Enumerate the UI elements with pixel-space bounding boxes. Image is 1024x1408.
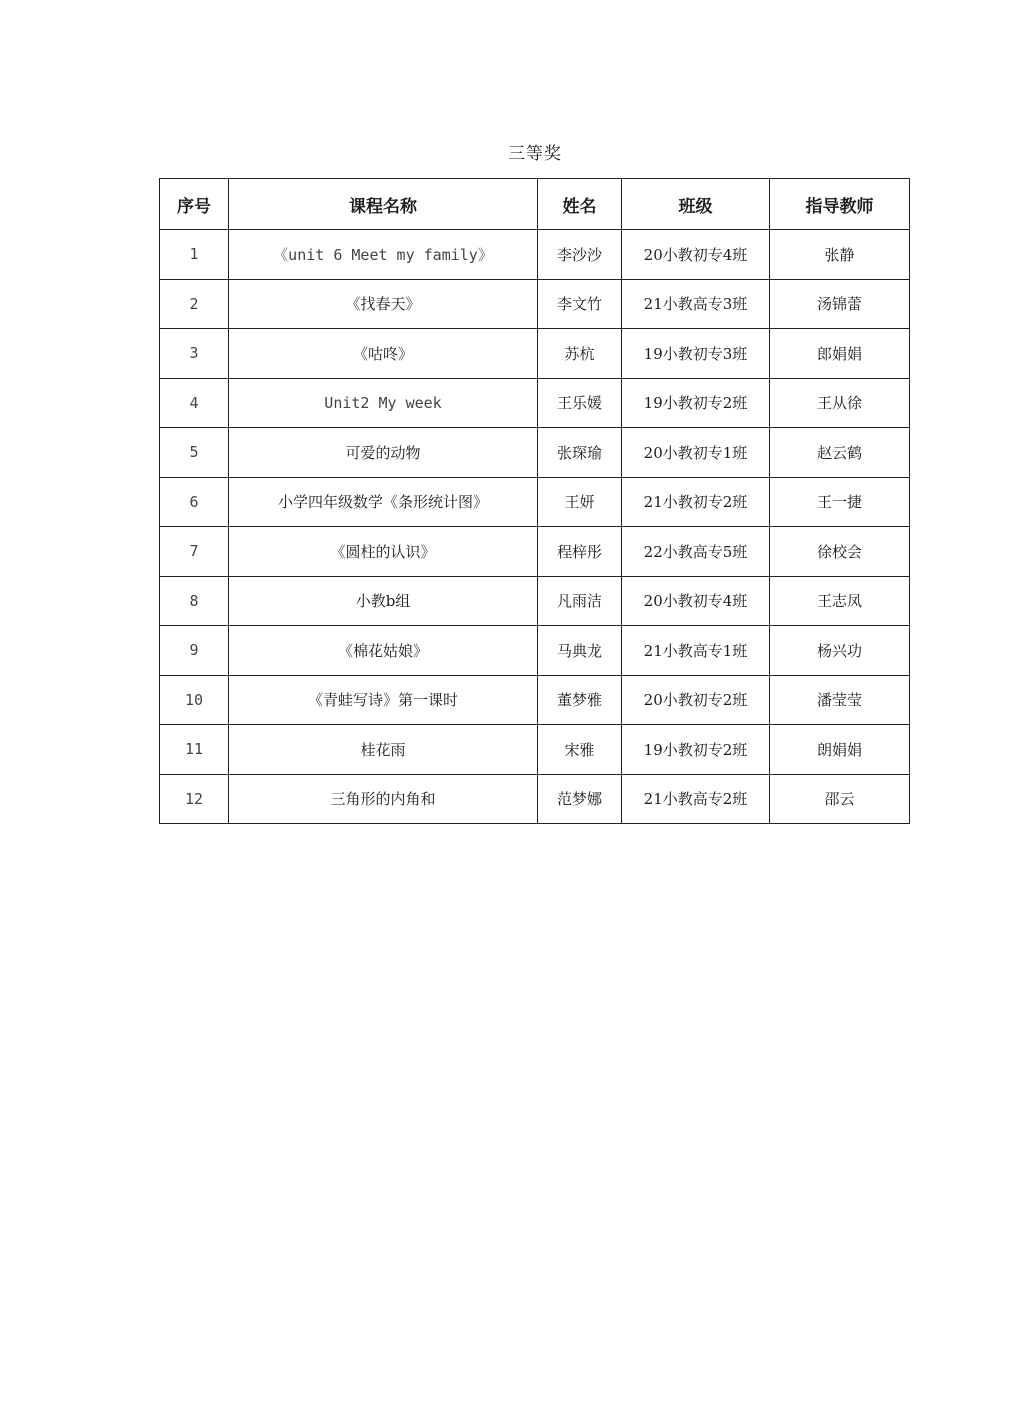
row-course: 《青蛙写诗》第一课时 (229, 675, 538, 725)
row-class: 21小教高专3班 (622, 279, 770, 329)
row-class: 22小教高专5班 (622, 527, 770, 577)
table-row (160, 378, 910, 428)
row-teacher: 朗娟娟 (770, 725, 910, 775)
row-name: 王乐媛 (538, 378, 622, 428)
table-row (160, 626, 910, 676)
row-class: 20小教初专4班 (622, 230, 770, 280)
table-header-row (160, 179, 910, 230)
header-class: 班级 (622, 179, 770, 230)
row-course: Unit2 My week (229, 378, 538, 428)
table-row (160, 428, 910, 478)
table-row (160, 675, 910, 725)
row-teacher: 杨兴功 (770, 626, 910, 676)
header-name: 姓名 (538, 179, 622, 230)
row-teacher: 邵云 (770, 774, 910, 824)
table-row (160, 230, 910, 280)
row-course: 《咕咚》 (229, 329, 538, 379)
row-name: 董梦雅 (538, 675, 622, 725)
row-teacher: 王志凤 (770, 576, 910, 626)
row-class: 20小教初专1班 (622, 428, 770, 478)
table-row (160, 477, 910, 527)
row-name: 凡雨洁 (538, 576, 622, 626)
row-index: 11 (160, 725, 229, 775)
row-index: 8 (160, 576, 229, 626)
row-teacher: 徐校会 (770, 527, 910, 577)
row-name: 苏杭 (538, 329, 622, 379)
header-teacher: 指导教师 (770, 179, 910, 230)
row-class: 19小教初专2班 (622, 378, 770, 428)
row-course: 小学四年级数学《条形统计图》 (229, 477, 538, 527)
row-index: 10 (160, 675, 229, 725)
row-name: 范梦娜 (538, 774, 622, 824)
row-name: 宋雅 (538, 725, 622, 775)
row-index: 3 (160, 329, 229, 379)
table-body (160, 230, 910, 824)
row-course: 桂花雨 (229, 725, 538, 775)
row-index: 4 (160, 378, 229, 428)
row-index: 2 (160, 279, 229, 329)
row-index: 7 (160, 527, 229, 577)
row-class: 21小教高专2班 (622, 774, 770, 824)
row-name: 王妍 (538, 477, 622, 527)
header-index: 序号 (160, 179, 229, 230)
row-teacher: 王一捷 (770, 477, 910, 527)
row-index: 6 (160, 477, 229, 527)
table-row (160, 279, 910, 329)
row-name: 张琛瑜 (538, 428, 622, 478)
row-class: 20小教初专4班 (622, 576, 770, 626)
row-teacher: 张静 (770, 230, 910, 280)
table-row (160, 527, 910, 577)
row-index: 9 (160, 626, 229, 676)
row-teacher: 王从徐 (770, 378, 910, 428)
row-course: 《棉花姑娘》 (229, 626, 538, 676)
row-index: 1 (160, 230, 229, 280)
row-course: 《找春天》 (229, 279, 538, 329)
header-course: 课程名称 (229, 179, 538, 230)
row-teacher: 汤锦蕾 (770, 279, 910, 329)
award-table (159, 178, 910, 824)
row-class: 19小教初专2班 (622, 725, 770, 775)
row-class: 21小教高专1班 (622, 626, 770, 676)
row-class: 21小教初专2班 (622, 477, 770, 527)
row-index: 12 (160, 774, 229, 824)
row-name: 李沙沙 (538, 230, 622, 280)
page-title: 三等奖 (508, 144, 562, 164)
row-teacher: 潘莹莹 (770, 675, 910, 725)
row-course: 三角形的内角和 (229, 774, 538, 824)
row-index: 5 (160, 428, 229, 478)
row-course: 《圆柱的认识》 (229, 527, 538, 577)
table-row (160, 774, 910, 824)
table-row (160, 725, 910, 775)
row-name: 马典龙 (538, 626, 622, 676)
table-row (160, 576, 910, 626)
row-teacher: 郎娟娟 (770, 329, 910, 379)
row-course: 可爱的动物 (229, 428, 538, 478)
row-class: 19小教初专3班 (622, 329, 770, 379)
row-name: 李文竹 (538, 279, 622, 329)
row-course: 《unit 6 Meet my family》 (229, 230, 538, 280)
row-teacher: 赵云鹤 (770, 428, 910, 478)
row-course: 小教b组 (229, 576, 538, 626)
row-name: 程梓彤 (538, 527, 622, 577)
row-class: 20小教初专2班 (622, 675, 770, 725)
table-row (160, 329, 910, 379)
